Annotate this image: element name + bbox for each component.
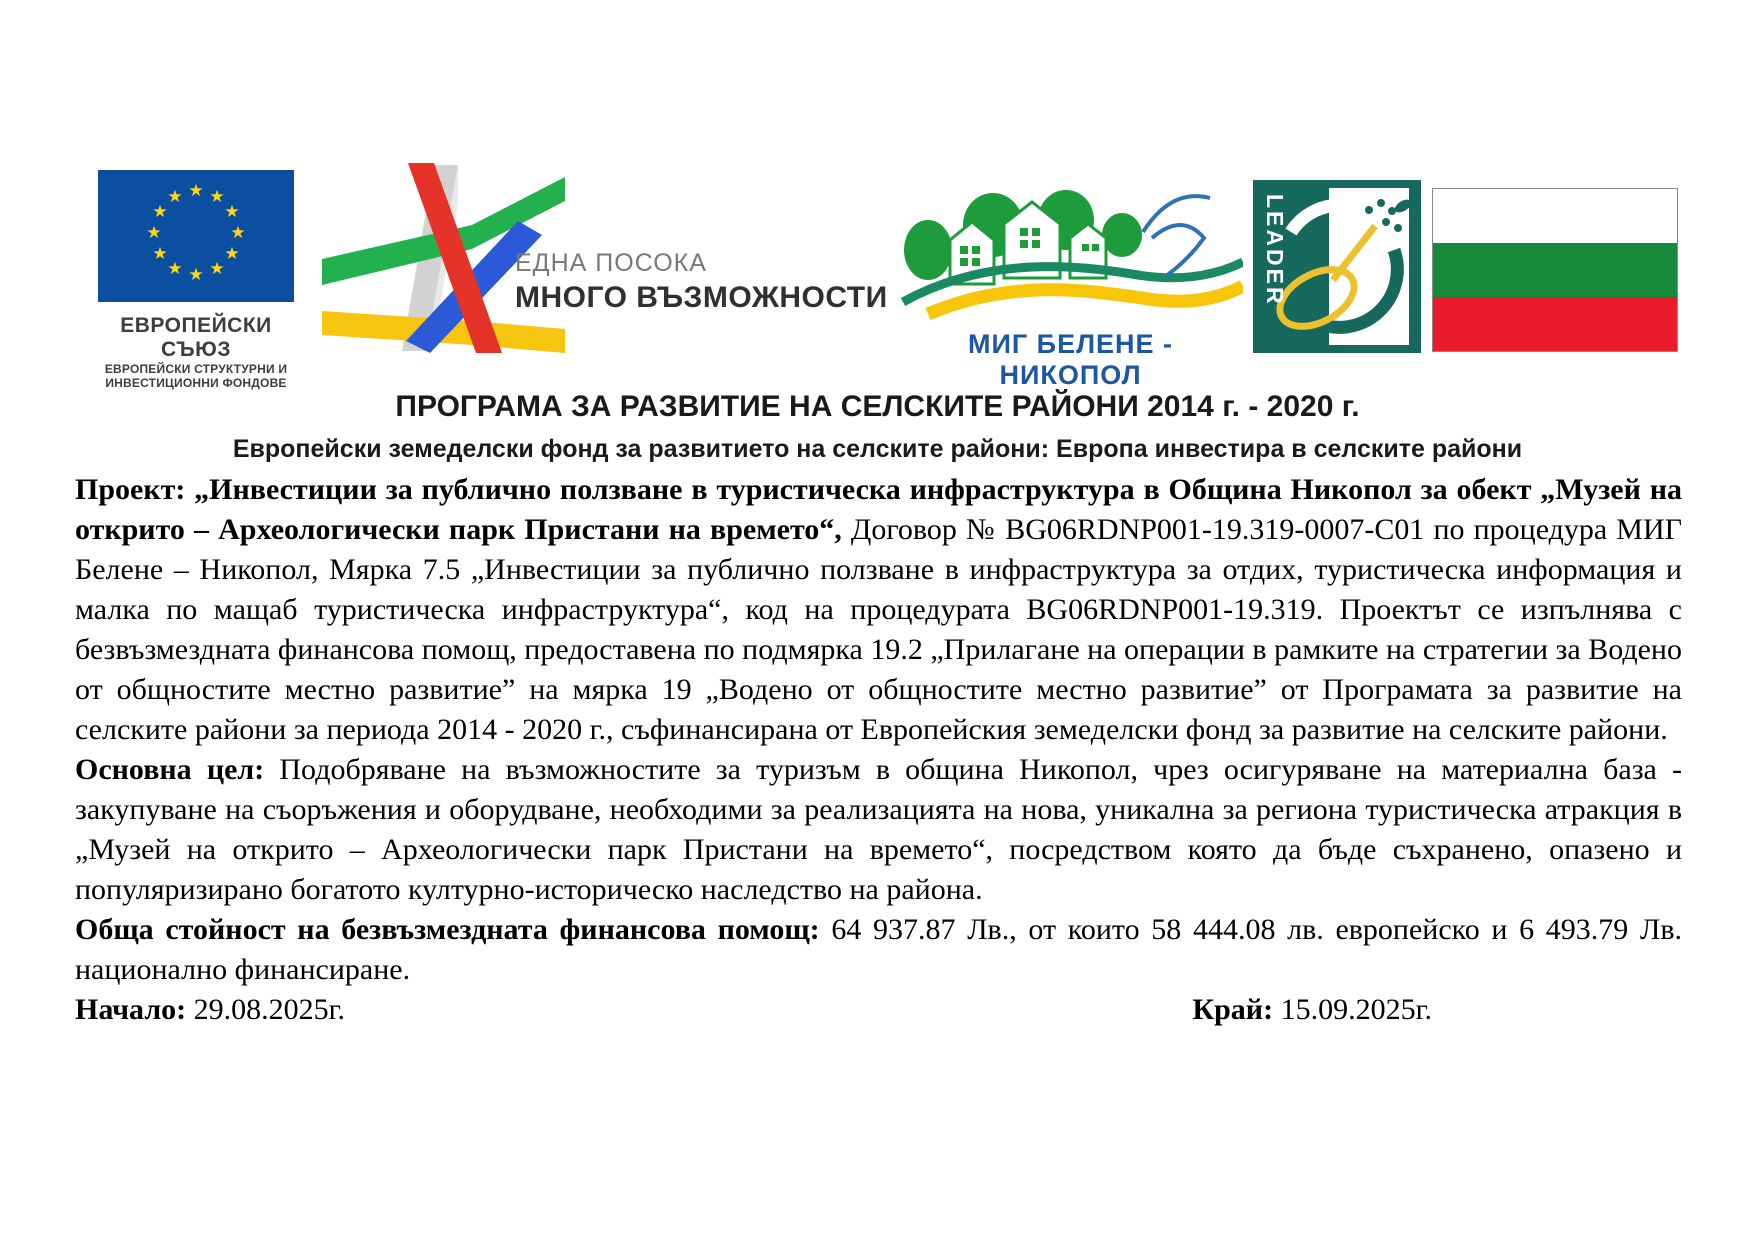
eu-funds-label-line2: ИНВЕСТИЦИОННИ ФОНДОВЕ bbox=[105, 376, 287, 390]
end-date-value: 15.09.2025г. bbox=[1273, 993, 1432, 1026]
mig-belene-nikopol-logo bbox=[898, 180, 1243, 391]
bulgaria-flag-icon bbox=[1432, 188, 1678, 352]
svg-text:★: ★ bbox=[224, 244, 240, 264]
one-direction-line2: МНОГО ВЪЗМОЖНОСТИ bbox=[515, 281, 888, 314]
mig-belene-nikopol-label: МИГ БЕЛЕНЕ - НИКОПОЛ bbox=[967, 329, 1174, 390]
goal-paragraph bbox=[75, 750, 1682, 910]
start-date-value: 29.08.2025г. bbox=[186, 993, 346, 1026]
svg-text:★: ★ bbox=[230, 223, 246, 243]
svg-text:★: ★ bbox=[209, 187, 225, 207]
dates-row bbox=[75, 990, 1682, 1030]
leader-label: LEADER bbox=[1262, 194, 1288, 307]
eu-logo bbox=[98, 170, 294, 390]
project-paragraph bbox=[75, 470, 1682, 750]
budget-text: 64 937.87 Лв., от които 58 444.08 лв. европейско и 6 493.79 Лв. национално финансиране. bbox=[75, 913, 1682, 986]
one-direction-wordmark bbox=[515, 247, 888, 316]
start-date-label: Начало: bbox=[75, 993, 187, 1026]
eu-flag-icon bbox=[98, 170, 294, 302]
project-text: Договор № BG06RDNP001-19.319-0007-C01 по процедура МИГ Белене – Никопол, Мярка 7.5 „Инвестиции за публично ползване в инфраструктура за отдих, туристическа информация и малка по мащаб туристическа инфраструктура“, код на процедурата BG06RDNP001-19.319. Проектът се изпълнява с безвъзмездната финансова помощ, предоставена по подмярка 19.2 „Прилагане на операции в рамките на стратегии за Водено от общностите местно развитие” на мярка 19 „Водено от общностите местно развитие” от Програмата за развитие на селските райони за периода 2014 - 2020 г., съфинансирана от Европейския земеделски фонд за развитие на селските райони. bbox=[75, 513, 1682, 746]
end-date bbox=[1192, 990, 1432, 1030]
leader-logo-icon bbox=[1253, 180, 1421, 353]
svg-text:★: ★ bbox=[188, 181, 204, 201]
program-subtitle: Европейски земеделски фонд за развитието на селските райони: Европа инвестира в селските райони bbox=[232, 435, 1523, 463]
end-date-label: Край: bbox=[1192, 993, 1274, 1026]
svg-text:★: ★ bbox=[209, 259, 225, 279]
one-direction-line1: ЕДНА ПОСОКА bbox=[515, 249, 707, 277]
eu-funds-label-line1: ЕВРОПЕЙСКИ СТРУКТУРНИ И bbox=[104, 362, 288, 376]
logo-band bbox=[0, 0, 1755, 390]
mig-village-icon bbox=[898, 180, 1243, 322]
svg-text:★: ★ bbox=[152, 244, 168, 264]
swallow-icon bbox=[1143, 196, 1210, 276]
eu-union-label: ЕВРОПЕЙСКИ СЪЮЗ bbox=[120, 314, 272, 361]
goal-label: Основна цел: bbox=[75, 753, 265, 786]
svg-text:★: ★ bbox=[152, 202, 168, 222]
svg-text:★: ★ bbox=[188, 265, 204, 285]
svg-text:★: ★ bbox=[167, 187, 183, 207]
svg-text:★: ★ bbox=[167, 259, 183, 279]
project-label: Проект: „Инвестиции за публично ползване в туристическа инфраструктура в Община Никопол за обект „Музей на открито – Археологически парк Пристани на времето“, bbox=[75, 473, 1682, 546]
start-date bbox=[75, 990, 345, 1030]
budget-label: Обща стойност на безвъзмездната финансова помощ: bbox=[75, 913, 820, 946]
goal-text: Подобряване на възможностите за туризъм в община Никопол, чрез осигуряване на материална база - закупуване на съоръжения и оборудване, необходими за реализацията на нова, уникална за региона туристическа атракция в „Музей на открито – Археологически парк Пристани на времето“, посредством която да бъде съхранено, опазено и популяризирано богатото културно-историческо наследство на района. bbox=[75, 753, 1682, 906]
program-title: ПРОГРАМА ЗА РАЗВИТИЕ НА СЕЛСКИТЕ РАЙОНИ 2014 г. - 2020 г. bbox=[395, 390, 1360, 423]
budget-paragraph bbox=[75, 910, 1682, 990]
document-body bbox=[75, 470, 1682, 1030]
svg-text:★: ★ bbox=[224, 202, 240, 222]
svg-text:★: ★ bbox=[146, 223, 162, 243]
